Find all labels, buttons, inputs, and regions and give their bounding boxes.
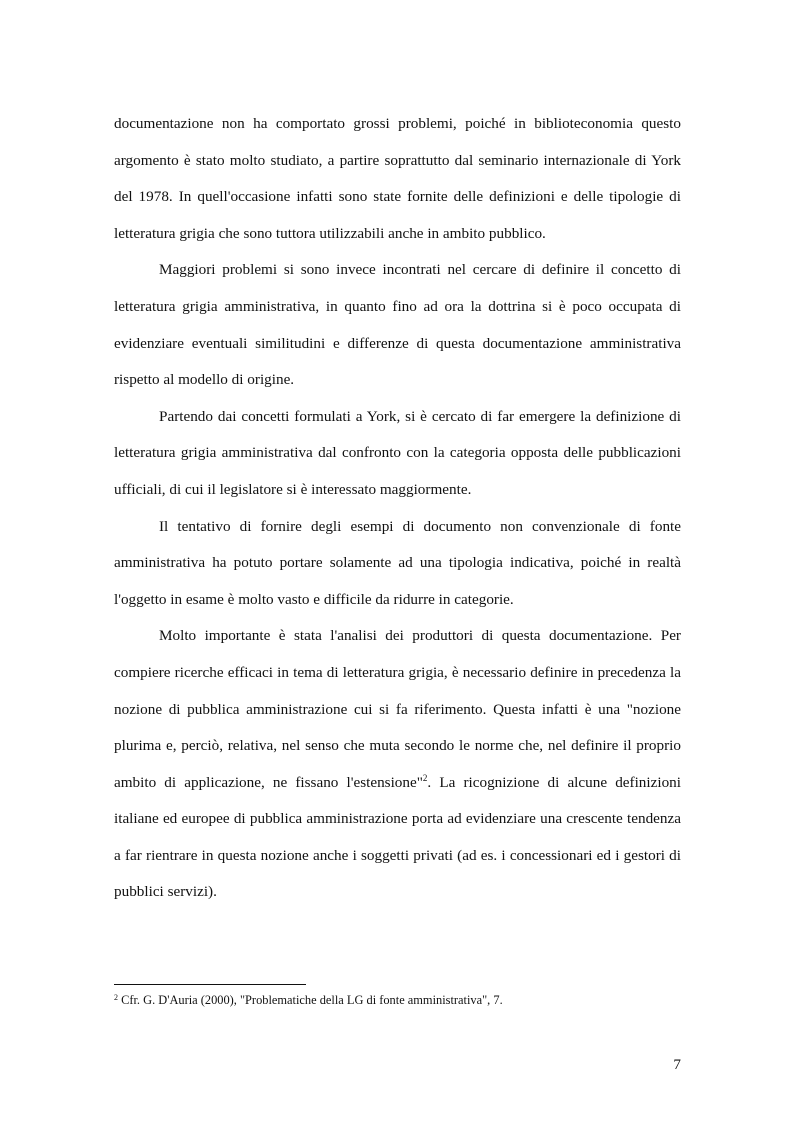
paragraph-continuation: documentazione non ha comportato grossi problemi, poiché in biblioteconomia questo argomento è stato molto studiato, a partire soprattutto dal seminario internazionale di York del 1978. In quell'occasione infatti sono state fornite delle definizioni e delle tipologie di letteratura grigia che sono tuttora utilizzabili anche in ambito pubblico. bbox=[114, 115, 681, 242]
page-number: 7 bbox=[673, 1056, 681, 1073]
footnote-text: Cfr. G. D'Auria (2000), "Problematiche della LG di fonte amministrativa", 7. bbox=[118, 993, 503, 1007]
paragraph: Maggiori problemi si sono invece incontrati nel cercare di definire il concetto di letteratura grigia amministrativa, in quanto fino ad ora la dottrina si è poco occupata di evidenziare eventuali similitudini e differenze di questa documentazione amministrativa rispetto al modello di origine. bbox=[114, 261, 681, 389]
paragraph-text: . La ricognizione di alcune definizioni italiane ed europee di pubblica amministrazione porta ad evidenziare una crescente tendenza a far rientrare in questa nozione anche i soggetti privati (ad es. i concessionari ed i gestori di pubblici servizi). bbox=[114, 773, 681, 901]
paragraph bbox=[114, 618, 681, 911]
footnote-reference[interactable]: 2 bbox=[422, 772, 428, 783]
paragraph: Il tentativo di fornire degli esempi di documento non convenzionale di fonte amministrativa ha potuto portare solamente ad una tipologia indicativa, poiché in realtà l'oggetto in esame è molto vasto e difficile da ridurre in categorie. bbox=[114, 517, 681, 608]
paragraph: Partendo dai concetti formulati a York, si è cercato di far emergere la definizione di letteratura grigia amministrativa dal confronto con la categoria opposta delle pubblicazioni ufficiali, di cui il legislatore si è interessato maggiormente. bbox=[114, 407, 681, 498]
footnote-separator bbox=[114, 984, 306, 985]
footnote bbox=[114, 992, 681, 1008]
paragraph-text: Molto importante è stata l'analisi dei produttori di questa documentazione. Per compiere ricerche efficaci in tema di letteratura grigia, è necessario definire in precedenza la nozione di pubblica amministrazione cui si fa riferimento. Questa infatti è una "nozione plurima e, perciò, relativa, nel senso che muta secondo le norme che, nel definire il proprio ambito di applicazione, ne fissano l'estensione" bbox=[114, 627, 681, 791]
footnote-marker: 2 bbox=[114, 993, 118, 1002]
body-text bbox=[114, 106, 681, 911]
